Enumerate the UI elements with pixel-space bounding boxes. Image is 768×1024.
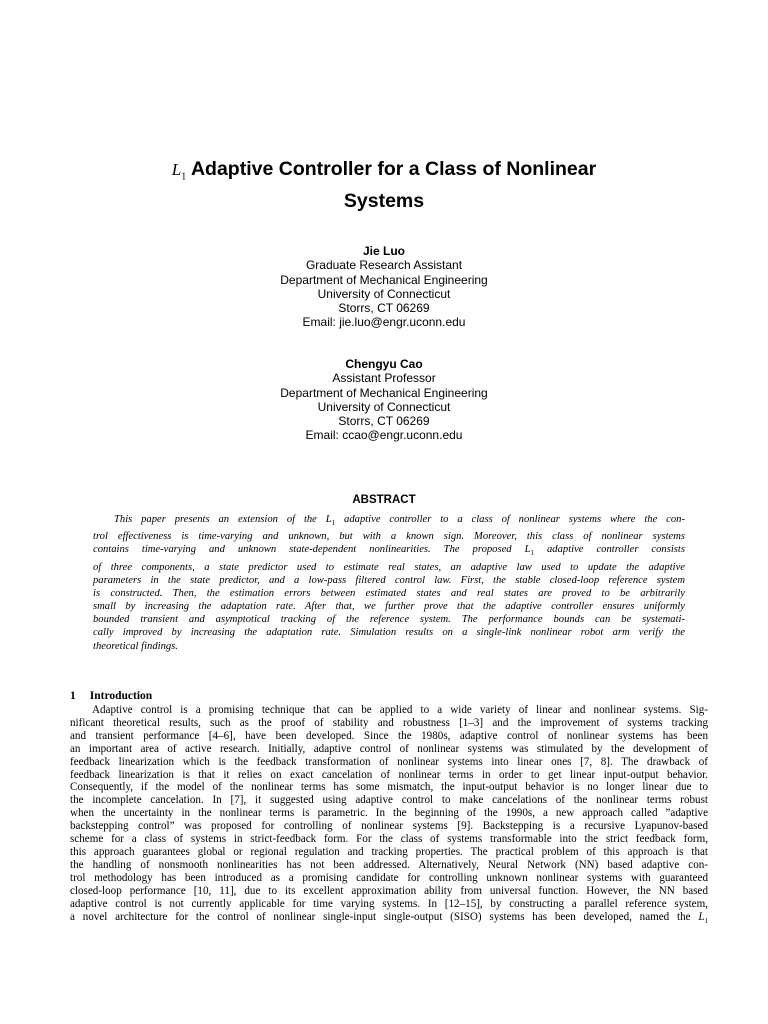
l1-symbol: $L_1$ (171, 160, 187, 183)
abstract-line: parameters in the state predictor, and a low-pass filtered control law. First, the stable closed-loop reference system (93, 574, 685, 586)
body-line: feedback linearization which is the feedback transformation of nonlinear systems into linear ones [7, 8]. The drawback of (70, 755, 708, 768)
body-line: closed-loop performance [10, 11], due to its excellent approximation ability from universal function. However, the NN based (70, 884, 708, 897)
body-line: adaptive control is not currently applicable for time varying systems. In [12–15], by constructing a parallel reference system, (70, 897, 708, 910)
author-department: Department of Mechanical Engineering (280, 272, 488, 287)
author-university: University of Connecticut (317, 286, 451, 301)
body-line: backstepping control” was proposed for controlling of nonlinear systems [9]. Backstepping is a recursive Lyapunov-based (70, 820, 708, 833)
abstract-line: is constructed. Then, the estimation errors between estimated states and real states are proved to be arbitrarily (93, 588, 685, 599)
l1-symbol: $L_1$ (698, 910, 709, 925)
abstract-line: contains time-varying and unknown state-dependent nonlinearities. The proposed $L_1$ adaptive controller consists (93, 544, 685, 558)
section-title: Introduction (89, 690, 153, 702)
body-line: Consequently, if the model of the nonlinear terms has some mismatch, the input-output behavior is no longer linear due to (70, 781, 708, 794)
section-number: 1 (70, 690, 76, 702)
author-name: Chengyu Cao (345, 357, 423, 371)
title-line-2: Systems (343, 190, 425, 213)
author-location: Storrs, CT 06269 (338, 301, 430, 316)
section-heading (70, 690, 152, 702)
body-line: and transient performance [4–6], have been developed. Since the 1980s, adaptive control of nonlinear systems has been (70, 729, 708, 742)
body-line: nificant theoretical results, such as the proof of stability and robustness [1–3] and the improvement of systems tracking (70, 716, 708, 729)
abstract-heading: ABSTRACT (352, 494, 416, 506)
abstract-line: cally improved by increasing the adaptation rate. Simulation results on a single-link nonlinear robot arm verify the (93, 627, 685, 639)
abstract-line: This paper presents an extension of the $L_1$ adaptive controller to a class of nonlinear systems where the con- (114, 514, 685, 528)
paper-title (0, 157, 768, 213)
abstract-line: small by increasing the adaptation rate. After that, we further prove that the adaptive controller ensures uniformly (93, 601, 685, 613)
author-position: Assistant Professor (332, 371, 436, 386)
abstract-line: theoretical findings. (93, 640, 178, 652)
author-university: University of Connecticut (317, 399, 451, 414)
abstract-line: bounded transient and asymptotical tracking of the reference system. The performance bounds can be systemati- (93, 614, 685, 626)
author-block-1 (0, 244, 768, 330)
author-name: Jie Luo (362, 244, 405, 258)
abstract-line: trol effectiveness is time-varying and unknown, but with a known sign. Moreover, this class of nonlinear systems (93, 531, 685, 543)
body-line: this approach guarantees global or regional regulation and tracking properties. The practical problem of this approach is that (70, 845, 708, 858)
author-email: Email: jie.luo@engr.uconn.edu (302, 315, 466, 330)
abstract-body (93, 513, 685, 653)
title-line-1: $L_1$ Adaptive Controller for a Class of Nonlinear (171, 158, 597, 183)
introduction-body (70, 704, 708, 928)
body-line: a novel architecture for the control of nonlinear single-input single-output (SISO) systems has been developed, named the $L_1$ (70, 910, 709, 925)
l1-symbol: $L_1$ (325, 514, 336, 528)
author-block-2 (0, 357, 768, 443)
body-line: feedback linearization is that it relies on exact cancelation of nonlinear terms in order to get linear input-output behavior. (70, 768, 708, 781)
l1-symbol: $L_1$ (524, 544, 534, 558)
author-location: Storrs, CT 06269 (338, 414, 430, 429)
body-line: the handling of nonsmooth nonlinearities has not been addressed. Alternatively, Neural Network (NN) based adaptive con- (70, 858, 708, 871)
body-line: trol methodology has been introduced as a promising candidate for controlling unknown nonlinear systems with guaranteed (70, 871, 708, 884)
body-line: the incomplete cancelation. In [7], it suggested using adaptive control to make cancelations of the nonlinear terms robust (70, 794, 708, 807)
body-line: scheme for a class of systems in strict-feedback form. For the class of systems transformable into the strict feedback form, (70, 833, 708, 846)
author-position: Graduate Research Assistant (305, 258, 463, 273)
body-line: an important area of active research. Initially, adaptive control of nonlinear systems was stimulated by the development of (70, 742, 708, 755)
body-line: Adaptive control is a promising technique that can be applied to a wide variety of linear and nonlinear systems. Sig- (92, 704, 708, 716)
abstract-line: of three components, a state predictor used to estimate real states, an adaptive law used to update the adaptive (93, 561, 685, 573)
author-email: Email: ccao@engr.uconn.edu (305, 428, 463, 443)
body-line: when the uncertainty in the nonlinear terms is parametric. In the beginning of the 1990s, a new approach called ”adaptive (70, 807, 708, 820)
author-department: Department of Mechanical Engineering (280, 385, 488, 400)
